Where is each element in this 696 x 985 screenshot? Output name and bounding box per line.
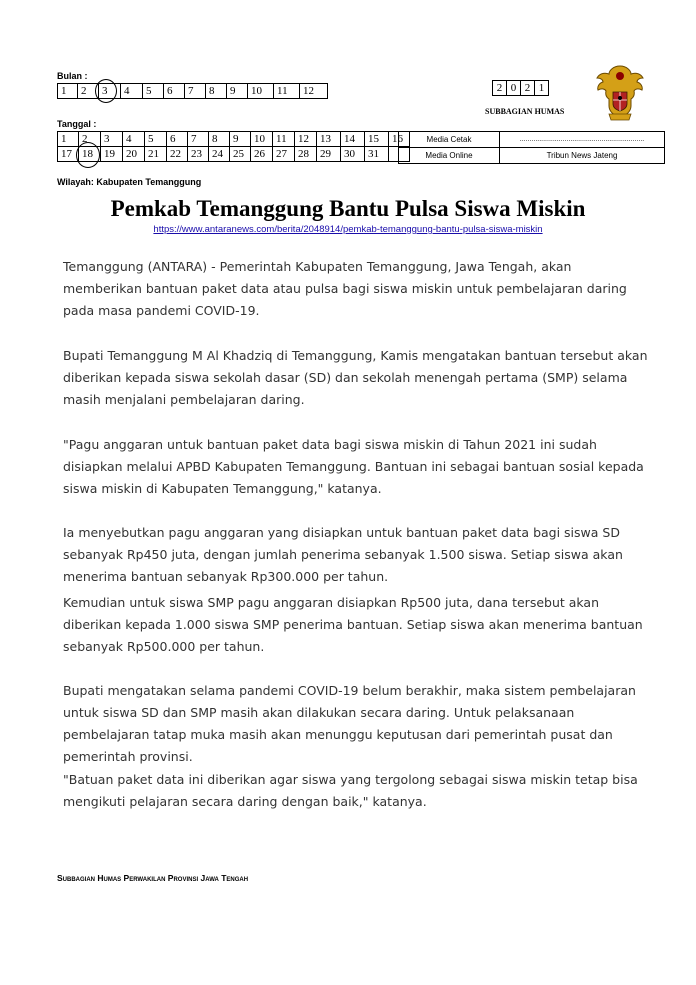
date-cell: [145, 132, 167, 147]
date-number: 14: [344, 133, 355, 145]
media-online-value: Tribun News Jateng: [500, 148, 665, 164]
date-cell: [123, 147, 145, 162]
year-box: [492, 80, 549, 96]
month-grid: [57, 83, 328, 99]
wilayah-label: Wilayah: Kabupaten Temanggung: [57, 177, 202, 187]
date-number: 24: [212, 148, 223, 160]
date-cell: [209, 132, 230, 147]
year-digit: 1: [535, 81, 549, 96]
date-number: 28: [298, 148, 309, 160]
month-number: 9: [230, 85, 236, 97]
year-digit: 0: [507, 81, 521, 96]
date-cell: [230, 147, 251, 162]
article-paragraph: "Batuan paket data ini diberikan agar siswa yang tergolong sebagai siswa miskin tetap bisa mengikuti pelajaran secara daring dengan baik," katanya.: [63, 772, 638, 809]
tanggal-label: Tanggal :: [57, 119, 97, 129]
selected-date-circle-icon: [76, 142, 100, 168]
month-cell: [58, 84, 78, 99]
month-number: 3: [102, 85, 108, 97]
date-cell: [273, 147, 295, 162]
month-number: 8: [209, 85, 215, 97]
date-cell: [295, 147, 317, 162]
date-number: 22: [170, 148, 181, 160]
year-digit: 2: [521, 81, 535, 96]
month-number: 1: [61, 85, 67, 97]
article-paragraph: Kemudian untuk siswa SMP pagu anggaran disiapkan Rp500 juta, dana tersebut akan diberikan kepada 1.000 siswa SMP penerima bantuan. Setiap siswa akan menerima bantuan sebanyak Rp500.000 per tahun.: [63, 595, 643, 654]
date-number: 5: [148, 133, 154, 145]
month-cell: [227, 84, 248, 99]
date-cell: [341, 132, 365, 147]
date-cell: [123, 132, 145, 147]
month-cell: [248, 84, 274, 99]
date-cell: [317, 147, 341, 162]
date-number: 13: [320, 133, 331, 145]
month-number: 2: [81, 85, 87, 97]
date-grid: [57, 131, 410, 162]
media-cetak-value: ................................................................: [500, 132, 665, 148]
month-number: 11: [277, 85, 288, 97]
date-cell: [145, 147, 167, 162]
date-number: 15: [368, 133, 379, 145]
date-number: 29: [320, 148, 331, 160]
date-number: 2: [82, 133, 88, 145]
date-cell: [167, 147, 188, 162]
date-cell: [295, 132, 317, 147]
date-cell: [58, 132, 79, 147]
date-number: 23: [191, 148, 202, 160]
date-number: 26: [254, 148, 265, 160]
date-cell: [341, 147, 365, 162]
month-number: 10: [251, 85, 262, 97]
article-paragraph: Ia menyebutkan pagu anggaran yang disiapkan untuk bantuan paket data bagi siswa SD sebanyak Rp450 juta, dengan jumlah penerima sebanyak 1.500 siswa. Setiap siswa akan menerima bantuan sebanyak Rp300.000 per tahun.: [63, 525, 623, 584]
subbagian-humas-label: SUBBAGIAN HUMAS: [485, 107, 565, 116]
date-number: 31: [368, 148, 379, 160]
article-source-link[interactable]: https://www.antaranews.com/berita/2048914/pemkab-temanggung-bantu-pulsa-siswa-miskin: [153, 224, 543, 235]
date-cell: [101, 132, 123, 147]
article-paragraph: Bupati mengatakan selama pandemi COVID-19 belum berakhir, maka sistem pembelajaran untuk siswa SD dan SMP masih akan dilakukan secara daring. Untuk pelaksanaan pembelajaran tatap muka masih akan menunggu keputusan dari pemerintah pusat dan pemerintah provinsi.: [63, 683, 636, 764]
month-number: 12: [303, 85, 314, 97]
date-cell: [230, 132, 251, 147]
article-paragraph: "Pagu anggaran untuk bantuan paket data bagi siswa miskin di Tahun 2021 ini sudah disiapkan melalui APBD Kabupaten Temanggung. Bantuan ini sebagai bantuan sosial kepada siswa miskin di Kabupaten Temanggung," katanya.: [63, 437, 644, 496]
month-cell: [164, 84, 185, 99]
date-cell: [101, 147, 123, 162]
date-cell: [273, 132, 295, 147]
date-cell: [209, 147, 230, 162]
media-online-label: Media Online: [399, 148, 500, 164]
date-number: 11: [276, 133, 287, 145]
date-cell: [188, 132, 209, 147]
year-digit: 2: [493, 81, 507, 96]
date-number: 7: [191, 133, 197, 145]
month-number: 4: [124, 85, 130, 97]
date-number: 3: [104, 133, 110, 145]
month-cell: [143, 84, 164, 99]
media-table: [398, 131, 665, 164]
date-number: 17: [61, 148, 72, 160]
month-number: 6: [167, 85, 173, 97]
date-cell: [365, 132, 389, 147]
month-cell: [99, 84, 121, 99]
media-cetak-label: Media Cetak: [399, 132, 500, 148]
month-cell: [206, 84, 227, 99]
date-number: 16: [392, 133, 403, 145]
date-number: 9: [233, 133, 239, 145]
date-number: 30: [344, 148, 355, 160]
date-number: 25: [233, 148, 244, 160]
selected-month-circle-icon: [95, 79, 117, 103]
bulan-label: Bulan :: [57, 71, 88, 81]
date-number: 12: [298, 133, 309, 145]
date-number: 19: [104, 148, 115, 160]
date-cell: [317, 132, 341, 147]
month-cell: [300, 84, 328, 99]
date-cell: [251, 132, 273, 147]
date-number: 1: [61, 133, 67, 145]
footer-label: Subbagian Humas Perwakilan Provinsi Jawa Tengah: [57, 873, 249, 883]
garuda-emblem-icon: [593, 62, 647, 122]
month-cell: [274, 84, 300, 99]
article-title: Pemkab Temanggung Bantu Pulsa Siswa Miskin: [110, 196, 586, 221]
date-number: 4: [126, 133, 132, 145]
date-cell: [167, 132, 188, 147]
date-number: 27: [276, 148, 287, 160]
month-cell: [121, 84, 143, 99]
date-number: 6: [170, 133, 176, 145]
article-paragraph: Bupati Temanggung M Al Khadziq di Temanggung, Kamis mengatakan bantuan tersebut akan diberikan kepada siswa sekolah dasar (SD) dan sekolah menengah pertama (SMP) selama masih menjalani pembelajaran daring.: [63, 348, 648, 407]
date-number: 18: [82, 148, 93, 160]
date-cell: [365, 147, 389, 162]
date-number: 20: [126, 148, 137, 160]
date-number: 10: [254, 133, 265, 145]
date-cell: [79, 147, 101, 162]
date-cell: [188, 147, 209, 162]
month-cell: [185, 84, 206, 99]
date-cell: [251, 147, 273, 162]
date-number: 8: [212, 133, 218, 145]
article-paragraph: Temanggung (ANTARA) - Pemerintah Kabupaten Temanggung, Jawa Tengah, akan memberikan bantuan paket data atau pulsa bagi siswa miskin untuk pembelajaran daring pada masa pandemi COVID-19.: [63, 259, 627, 318]
month-number: 5: [146, 85, 152, 97]
month-number: 7: [188, 85, 194, 97]
date-number: 21: [148, 148, 159, 160]
